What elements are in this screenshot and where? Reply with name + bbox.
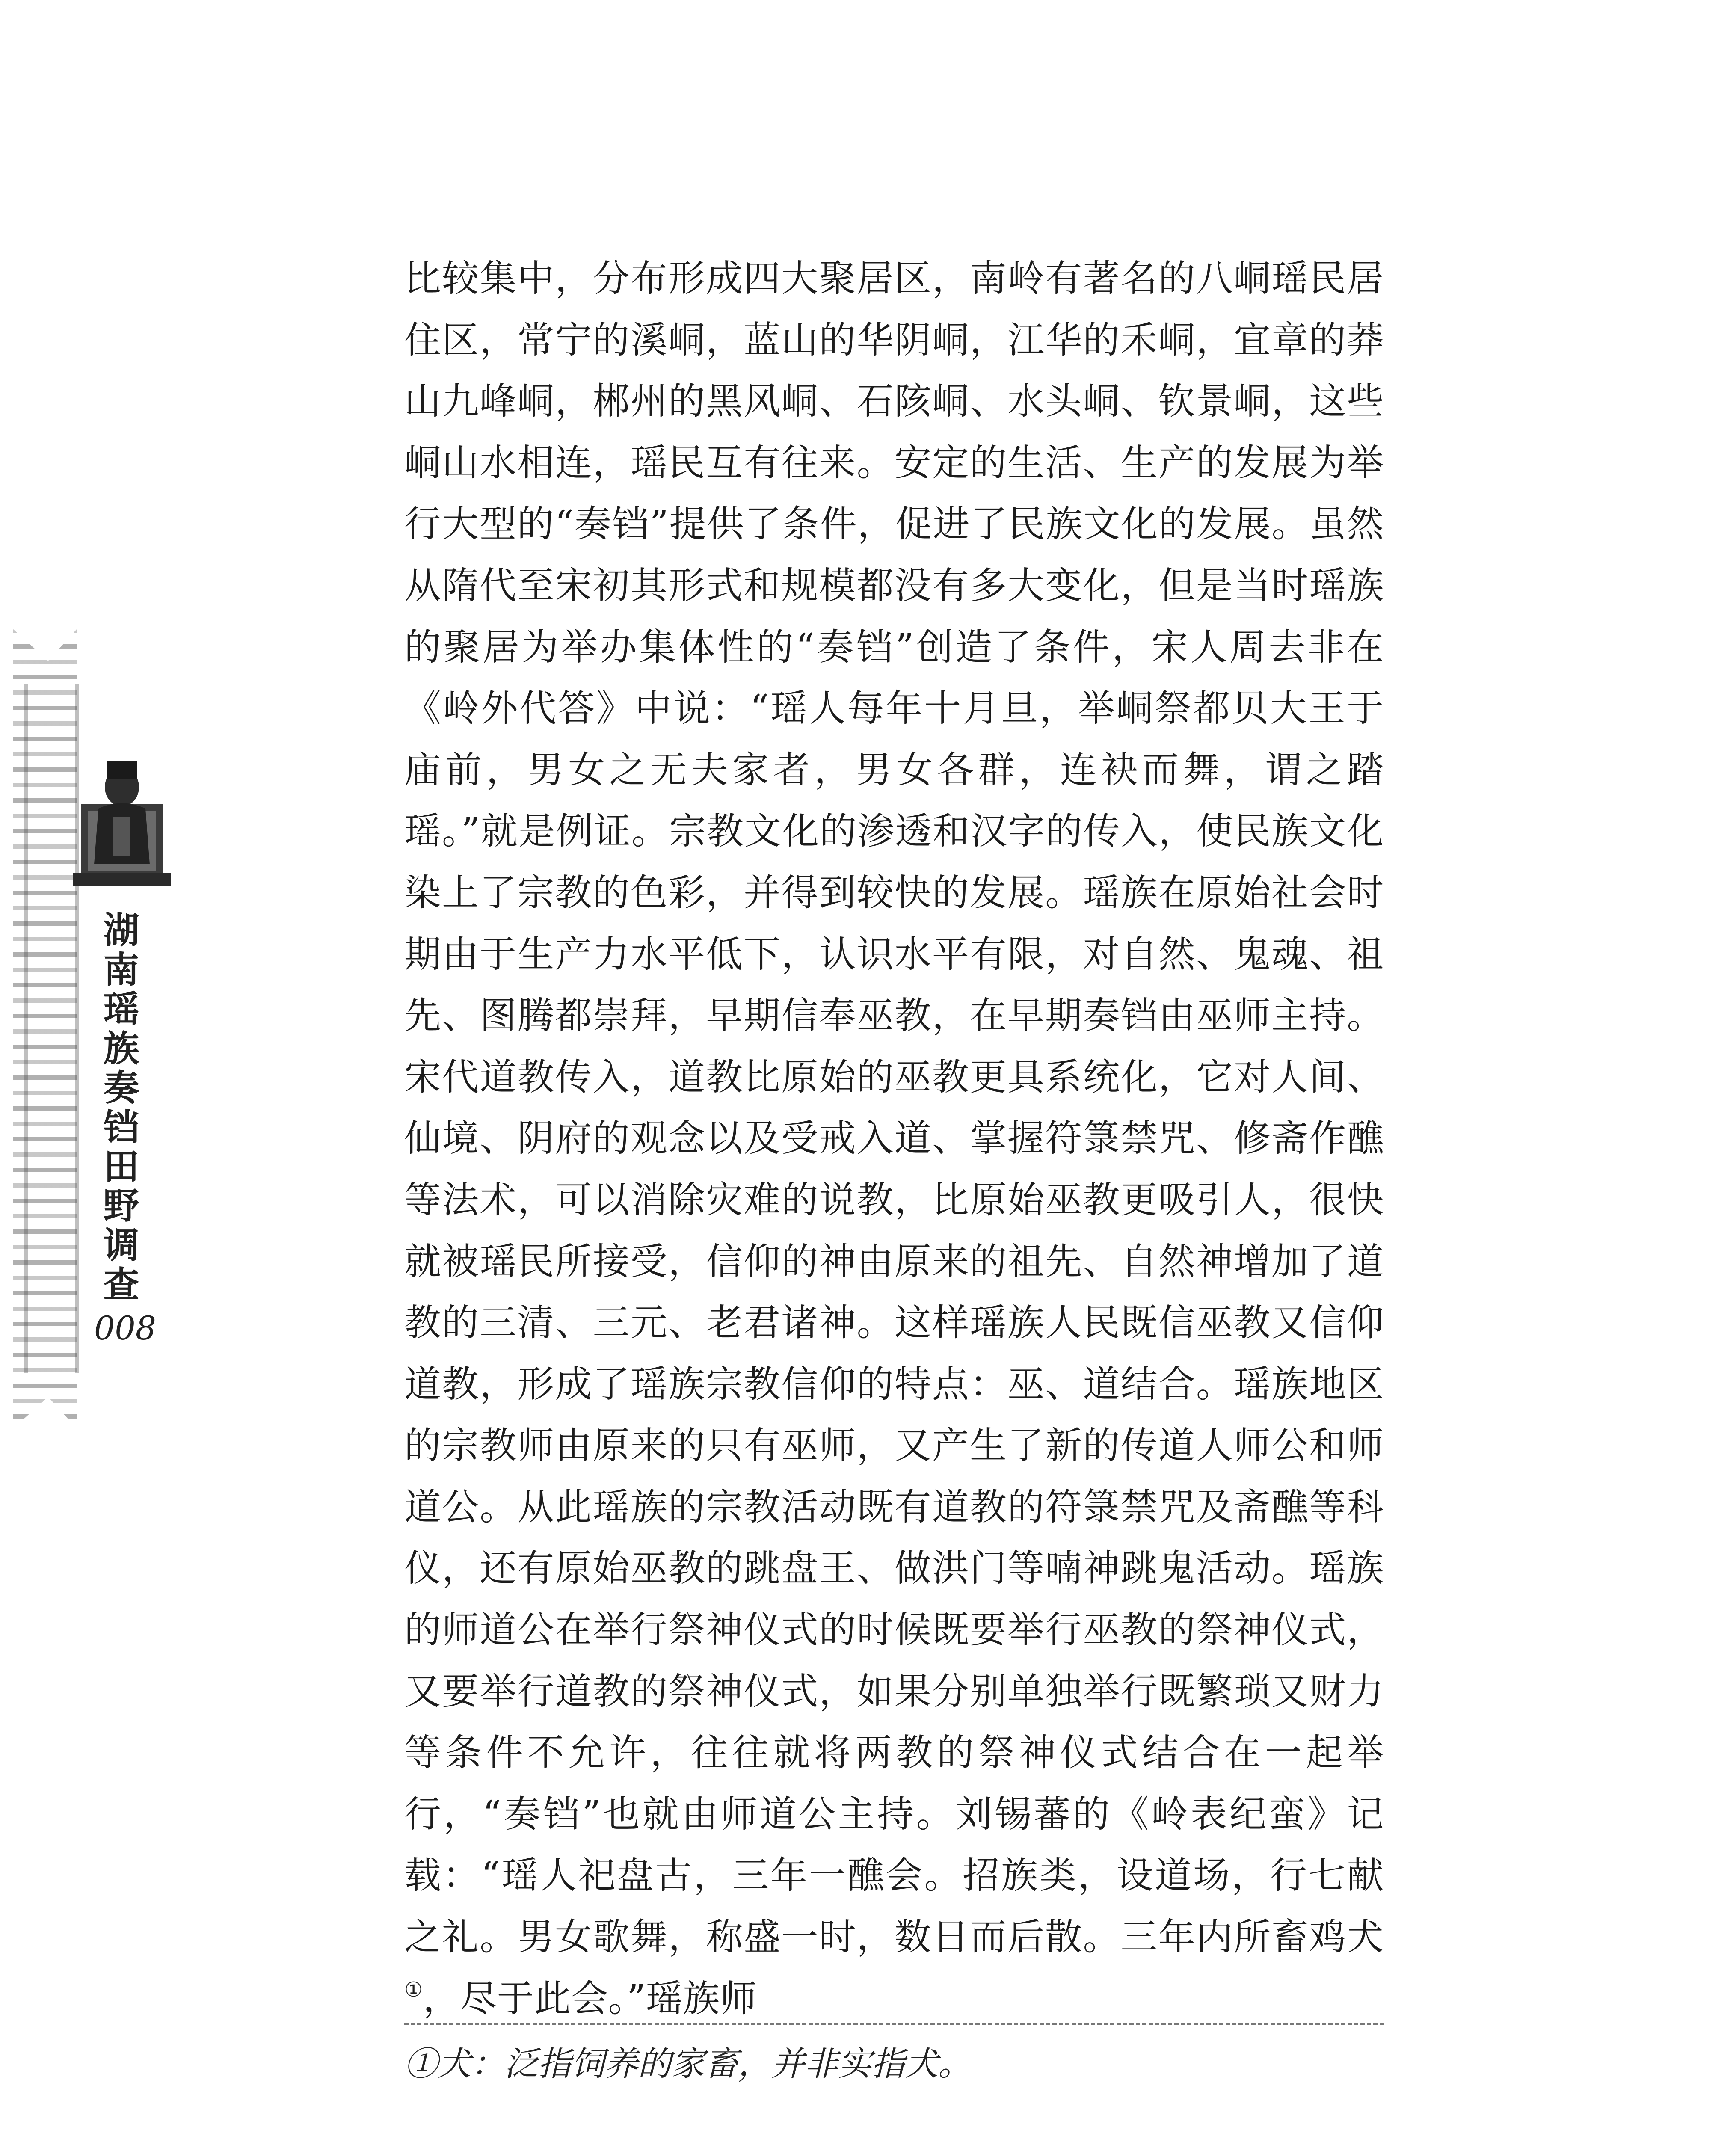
footnote-reference: ① bbox=[404, 1977, 423, 2002]
page-number: 008 bbox=[94, 1309, 157, 1347]
body-paragraph bbox=[404, 248, 1384, 2029]
body-text-tail: ，尽于此会。”瑶族师 bbox=[423, 1977, 757, 2020]
seated-figure-statue-icon bbox=[73, 757, 171, 886]
footnote-divider bbox=[404, 2023, 1384, 2025]
ornamental-border-frame bbox=[24, 684, 79, 1373]
footnote: ①犬：泛指饲养的家畜，并非实指犬。 bbox=[404, 2045, 972, 2083]
book-title-vertical: 湖南瑶族奏铛田野调查 bbox=[98, 911, 140, 1305]
body-text-main: 比较集中，分布形成四大聚居区，南岭有著名的八峒瑶民居住区，常宁的溪峒，蓝山的华阴峒，江华的禾峒，宜章的莽山九峰峒，郴州的黑风峒、石陔峒、水头峒、钦景峒，这些峒山水相连，瑶民互有往来。安定的生活、生产的发展为举行大型的“奏铛”提供了条件，促进了民族文化的发展。虽然从隋代至宋初其形式和规模都没有多大变化，但是当时瑶族的聚居为举办集体性的“奏铛”创造了条件，宋人周去非在《岭外代答》中说：“瑶人每年十月旦，举峒祭都贝大王于庙前，男女之无夫家者，男女各群，连袂而舞，谓之踏瑶。”就是例证。宗教文化的渗透和汉字的传入，使民族文化染上了宗教的色彩，并得到较快的发展。瑶族在原始社会时期由于生产力水平低下，认识水平有限，对自然、鬼魂、祖先、图腾都崇拜，早期信奉巫教，在早期奏铛由巫师主持。宋代道教传入，道教比原始的巫教更具系统化，它对人间、仙境、阴府的观念以及受戒入道、掌握符箓禁咒、修斋作醮等法术，可以消除灾难的说教，比原始巫教更吸引人，很快就被瑶民所接受，信仰的神由原来的祖先、自然神增加了道教的三清、三元、老君诸神。这样瑶族人民既信巫教又信仰道教，形成了瑶族宗教信仰的特点：巫、道结合。瑶族地区的宗教师由原来的只有巫师，又产生了新的传道人师公和师道公。从此瑶族的宗教活动既有道教的符箓禁咒及斋醮等科仪，还有原始巫教的跳盘王、做洪门等喃神跳鬼活动。瑶族的师道公在举行祭神仪式的时候既要举行巫教的祭神仪式，又要举行道教的祭神仪式，如果分别单独举行既繁琐又财力等条件不允许，往往就将两教的祭神仪式结合在一起举行，“奏铛”也就由师道公主持。刘锡蕃的《岭表纪蛮》记载：“瑶人祀盘古，三年一醮会。招族类，设道场，行七献之礼。男女歌舞，称盛一时，数日而后散。三年内所畜鸡犬 bbox=[404, 257, 1384, 1959]
